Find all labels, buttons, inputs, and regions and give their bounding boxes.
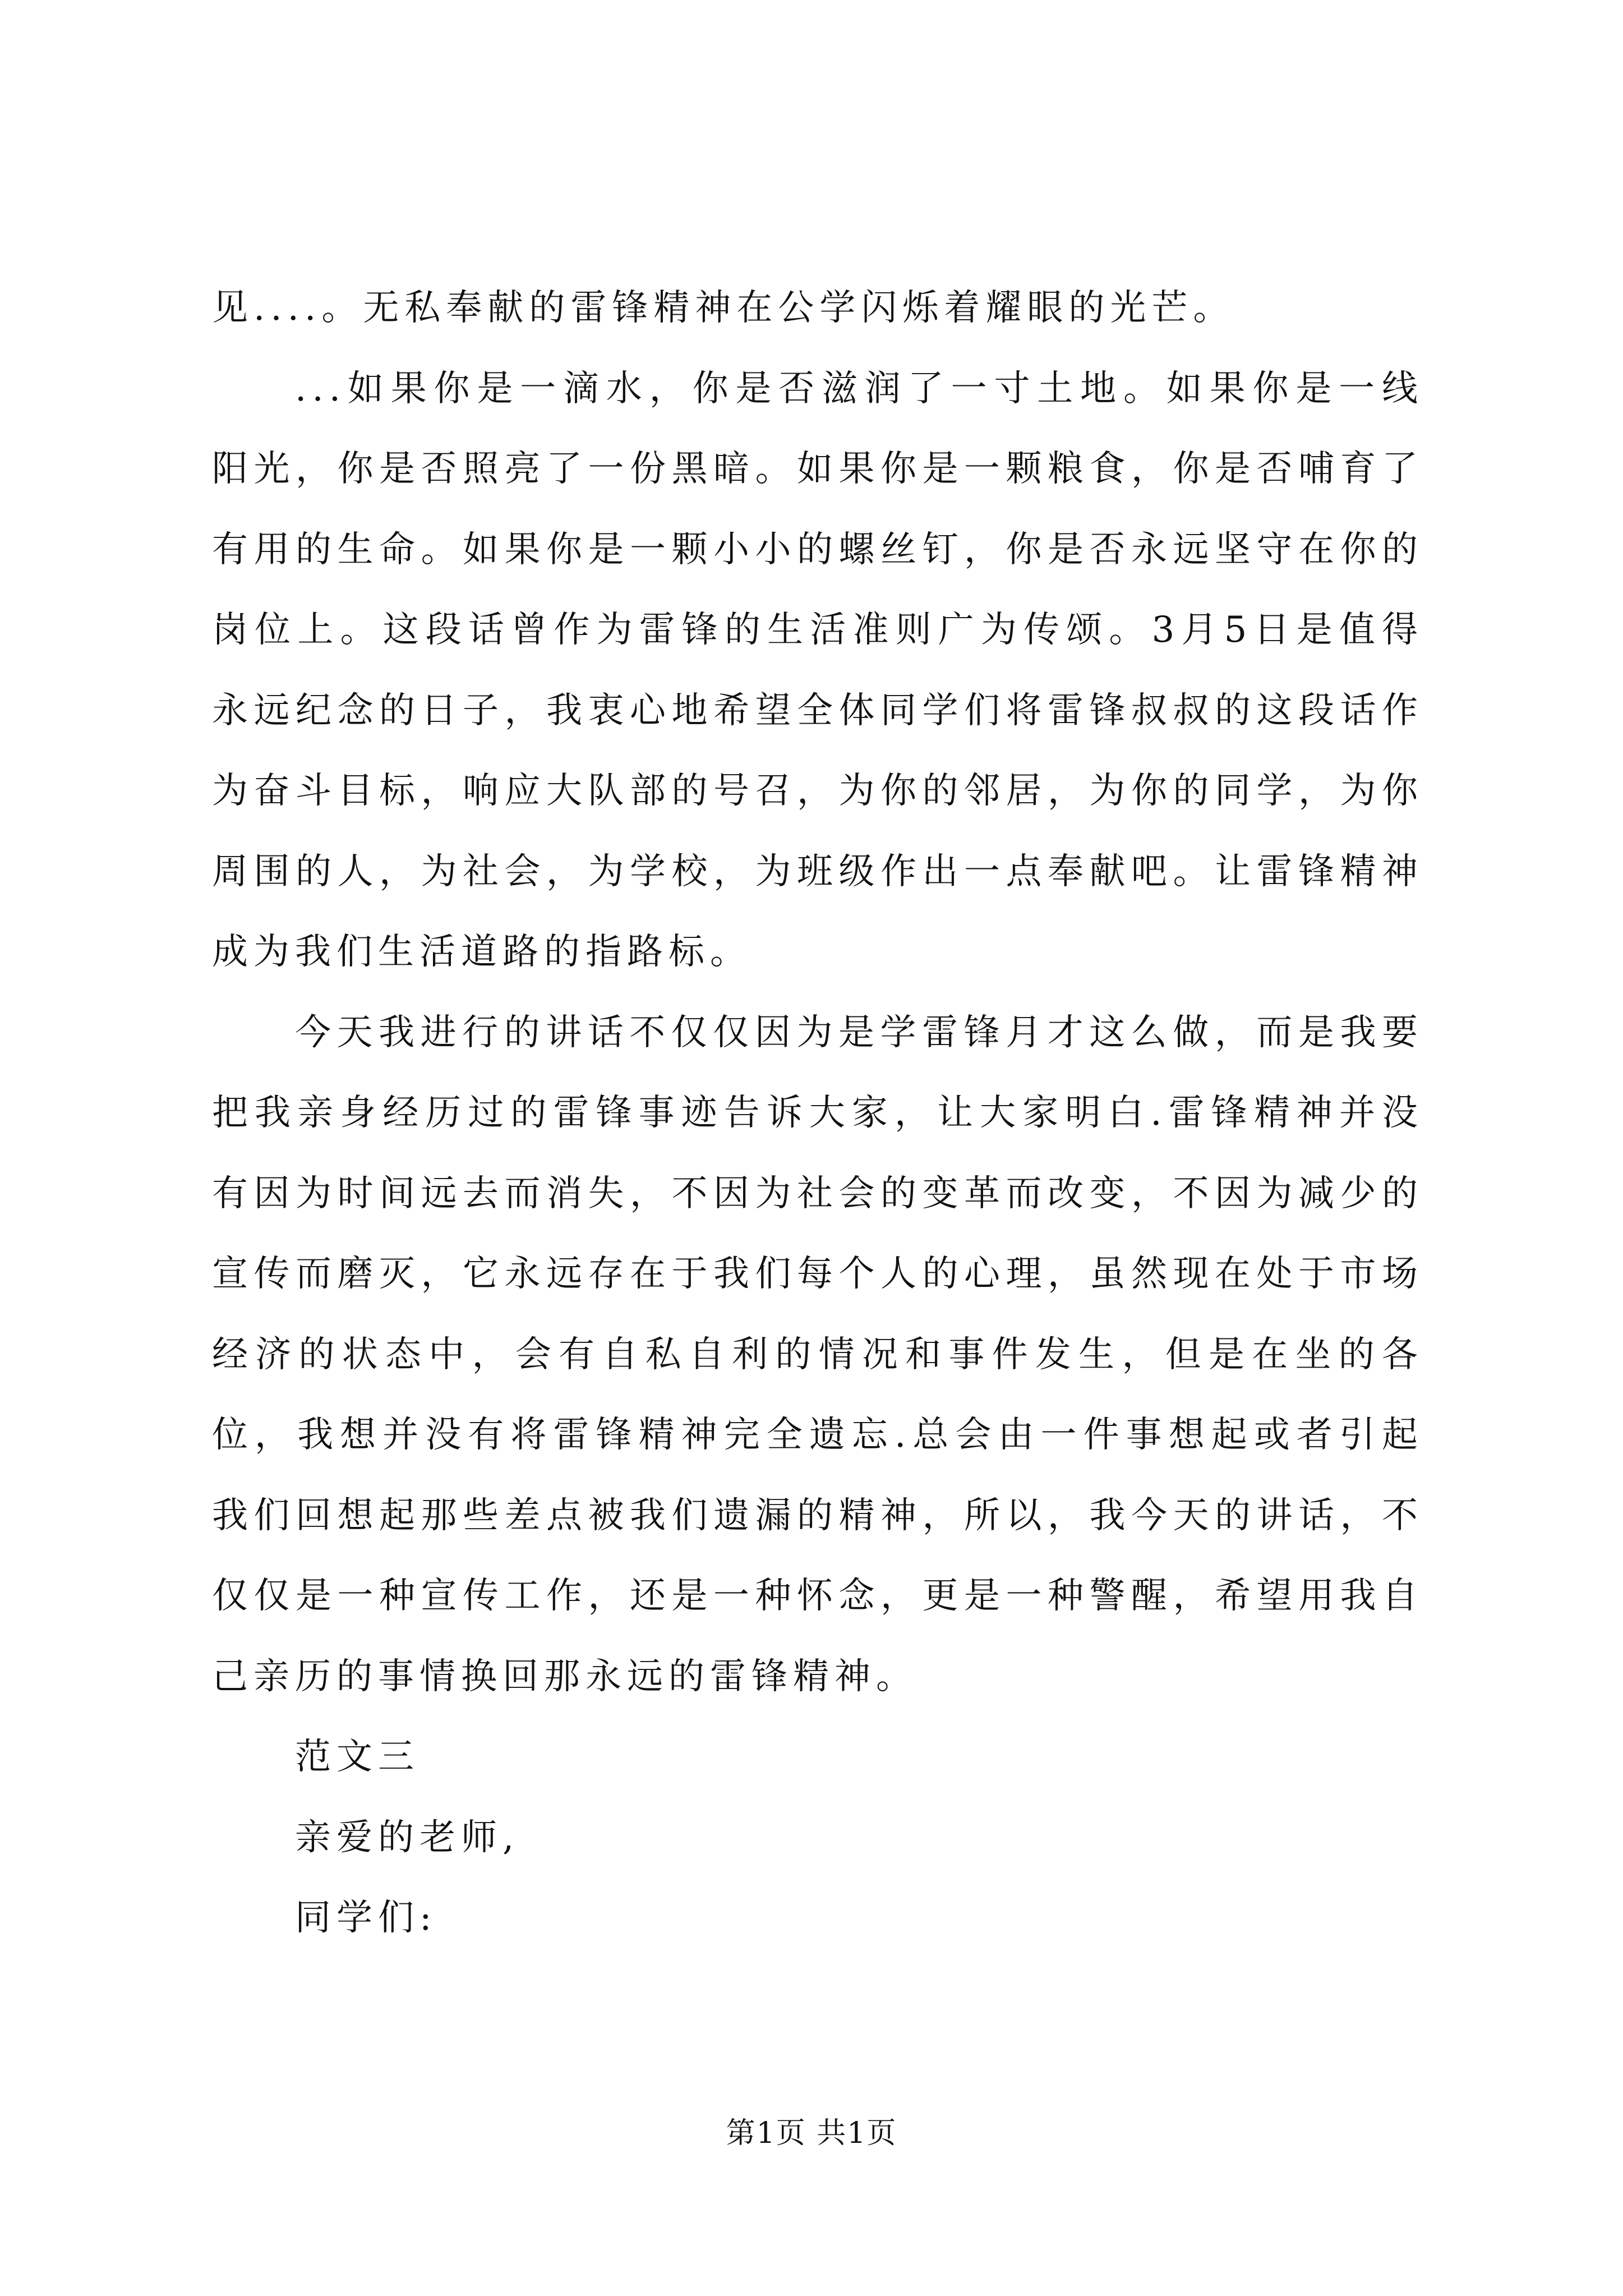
page-footer: 第1页 共1页 (726, 2116, 897, 2150)
paragraph-continuation: 见....。无私奉献的雷锋精神在公学闪烁着耀眼的光芒。 (212, 287, 1235, 329)
paragraph-speech: 今天我进行的讲话不仅仅因为是学雷锋月才这么做，而是我要把我亲身经历过的雷锋事迹告诉大家，让大家明白.雷锋精神并没有因为时间远去而消失，不因为社会的变革而改变，不因为减少的宣传而磨灭，它永远存在于我们每个人的心理，虽然现在处于市场经济的状态中，会有自私自利的情况和事件发生，但是在坐的各位，我想并没有将雷锋精神完全遗忘.总会由一件事想起或者引起我们回想起那些差点被我们遗漏的精神，所以，我今天的讲话，不仅仅是一种宣传工作，还是一种怀念，更是一种警醒，希望用我自己亲历的事情换回那永远的雷锋精神。 (212, 1011, 1423, 1697)
section-title: 范文三 (295, 1736, 419, 1778)
salutation-teachers: 亲爱的老师, (295, 1816, 520, 1858)
salutation-classmates: 同学们: (295, 1897, 437, 1939)
paragraph-water-drop: ...如果你是一滴水，你是否滋润了一寸土地。如果你是一线阳光，你是否照亮了一份黑暗。如果你是一颗粮食，你是否哺育了有用的生命。如果你是一颗小小的螺丝钉，你是否永远坚守在你的岗位上。这段话曾作为雷锋的生活准则广为传颂。3月5日是值得永远纪念的日子，我衷心地希望全体同学们将雷锋叔叔的这段话作为奋斗目标，响应大队部的号召，为你的邻居，为你的同学，为你周围的人，为社会，为学校，为班级作出一点奉献吧。让雷锋精神成为我们生活道路的指路标。 (212, 367, 1423, 973)
document-body (212, 268, 1423, 1959)
